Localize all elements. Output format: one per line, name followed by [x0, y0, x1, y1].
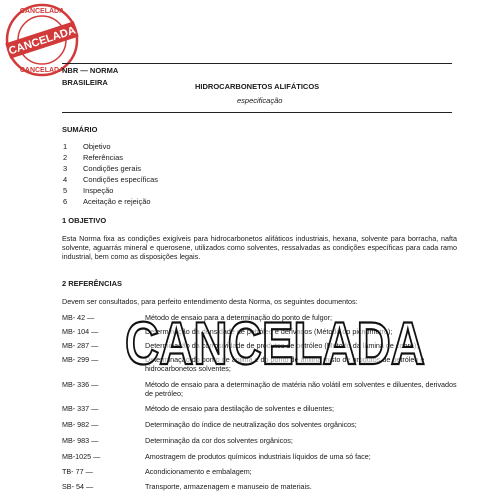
summary-item-label: Condições gerais	[83, 164, 141, 173]
ref-code: MB-1025 —	[62, 452, 101, 461]
ref-text: Método de ensaio para destilação de solventes e diluentes;	[145, 404, 334, 413]
ref-text: Método de ensaio para a determinação do ponto de fulgor;	[145, 313, 333, 322]
summary-item-label: Objetivo	[83, 142, 111, 151]
document-title: HIDROCARBONETOS ALIFÁTICOS	[195, 82, 320, 91]
ref-code: MB- 299 —	[62, 355, 99, 364]
norma-line2: BRASILEIRA	[62, 78, 108, 87]
summary-item-label: Condições específicas	[83, 175, 159, 184]
ref-code: TB- 77 —	[62, 467, 93, 476]
ref-text: Transporte, armazenagem e manuseio de materiais.	[145, 482, 312, 491]
ref-code: MB- 337 —	[62, 404, 99, 413]
section1-heading: 1 OBJETIVO	[62, 216, 107, 225]
stamp-small-bottom-text: CANCELADA	[19, 67, 65, 74]
ref-code: MB- 104 —	[62, 327, 99, 336]
ref-text: Determinação da cor dos solventes orgânicos;	[145, 436, 293, 445]
document-subtitle: especificação	[237, 96, 283, 105]
summary-item-num: 4	[63, 175, 68, 184]
ref-code: SB- 54 —	[62, 482, 94, 491]
ref-text: Método de ensaio para a determinação de matéria não volátil em solventes e diluentes, derivados de petróleo;	[145, 380, 457, 398]
summary-item-num: 1	[63, 142, 68, 151]
header-bottom-rule	[62, 112, 452, 113]
stamp-small-top-text: CANCELADA	[19, 8, 65, 15]
summary-item-label: Aceitação e rejeição	[83, 197, 151, 206]
ref-code: MB- 287 —	[62, 341, 99, 350]
summary-item-label: Inspeção	[83, 186, 114, 195]
summary-item-num: 5	[63, 186, 68, 195]
summary-item-num: 2	[63, 153, 68, 162]
ref-code: MB- 42 —	[62, 313, 95, 322]
summary-item-num: 6	[63, 197, 68, 206]
watermark-label: CANCELADA	[125, 310, 425, 374]
section1-text: Esta Norma fixa as condições exigíveis para hidrocarbonetos alifáticos industriais, hexana, solvente para borracha, nafta solvente, aguarrás mineral e querosene, utilizados como solventes, ressalvadas as condições específicas para cada ramo industrial, bem como as disposições legais.	[62, 234, 457, 261]
ref-code: MB- 336 —	[62, 380, 99, 389]
summary-item-num: 3	[63, 164, 68, 173]
stamp-small-label: CANCELADA	[7, 24, 78, 58]
ref-text: Acondicionamento e embalagem;	[145, 467, 252, 476]
ref-code: MB- 983 —	[62, 436, 99, 445]
ref-text: Determinação do índice de neutralização dos solventes orgânicos;	[145, 420, 357, 429]
section2-heading: 2 REFERÊNCIAS	[62, 279, 123, 288]
summary-title: SUMÁRIO	[62, 125, 98, 134]
ref-text: Amostragem de produtos químicos industriais líquidos de uma só face;	[145, 452, 371, 461]
ref-text: Determinação da densidade de petróleo e derivados (Método do picnômetro);	[145, 327, 393, 336]
norma-line1: NBR — NORMA	[62, 66, 119, 75]
ref-code: MB- 982 —	[62, 420, 99, 429]
section2-intro: Devem ser consultados, para perfeito entendimento desta Norma, os seguintes documentos:	[62, 297, 358, 306]
ref-text: Determinação da corrosividade de produtos de petróleo (Método da lâmina de cobre);	[145, 341, 419, 350]
ref-text: Determinação do ponto de anilina e do ponto de anilina misto de produtos de petróleo e hidrocarbonetos solventes;	[145, 355, 425, 373]
header-top-rule	[62, 63, 452, 64]
summary-item-label: Referências	[83, 153, 124, 162]
